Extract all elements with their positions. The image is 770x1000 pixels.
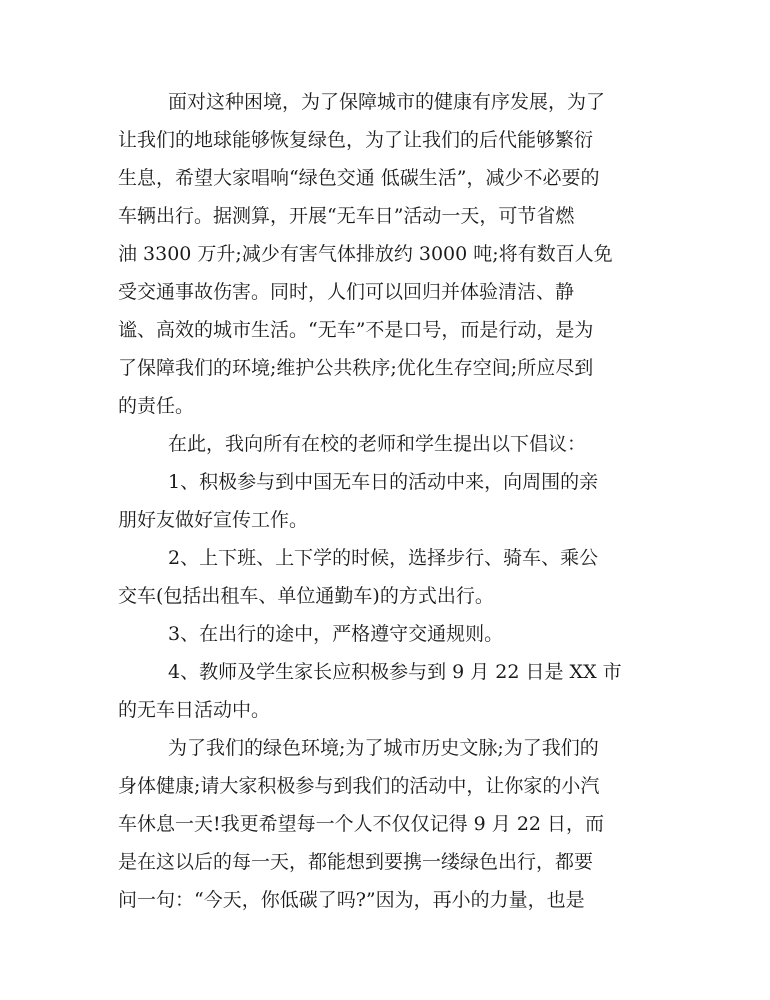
text-line-14: 交车(包括出租车、单位通勤车)的方式出行。 bbox=[118, 585, 494, 607]
text-line-1: 面对这种困境，为了保障城市的健康有序发展，为了 bbox=[168, 91, 606, 113]
text-line-8: 了保障我们的环境;维护公共秩序;优化生存空间;所应尽到 bbox=[118, 357, 594, 379]
text-line-7: 谧、高效的城市生活。“无车”不是口号，而是行动，是为 bbox=[118, 319, 594, 341]
text-line-17: 的无车日活动中。 bbox=[118, 699, 271, 721]
text-line-11: 1、积极参与到中国无车日的活动中来，向周围的亲 bbox=[168, 471, 599, 493]
text-line-2: 让我们的地球能够恢复绿色，为了让我们的后代能够繁衍 bbox=[118, 129, 594, 151]
text-line-5: 油 3300 万升;减少有害气体排放约 3000 吨;将有数百人免 bbox=[118, 243, 613, 265]
text-line-16: 4、教师及学生家长应积极参与到 9 月 22 日是 XX 市 bbox=[168, 661, 622, 683]
text-line-3: 生息，希望大家唱响“绿色交通 低碳生活”，减少不必要的 bbox=[118, 167, 600, 189]
text-line-4: 车辆出行。据测算，开展“无车日”活动一天，可节省燃 bbox=[118, 205, 575, 227]
text-line-12: 朋好友做好宣传工作。 bbox=[118, 509, 309, 531]
text-line-9: 的责任。 bbox=[118, 395, 195, 417]
text-line-18: 为了我们的绿色环境;为了城市历史文脉;为了我们的 bbox=[168, 737, 599, 759]
text-line-20: 车休息一天!我更希望每一个人不仅仅记得 9 月 22 日，而 bbox=[118, 813, 605, 835]
text-line-22: 问一句：“今天，你低碳了吗?”因为，再小的力量，也是 bbox=[118, 889, 585, 911]
text-line-19: 身体健康;请大家积极参与到我们的活动中，让你家的小汽 bbox=[118, 775, 600, 797]
text-line-13: 2、上下班、上下学的时候，选择步行、骑车、乘公 bbox=[168, 547, 599, 569]
text-line-10: 在此，我向所有在校的老师和学生提出以下倡议： bbox=[168, 433, 587, 455]
text-line-6: 受交通事故伤害。同时，人们可以回归并体验清洁、静 bbox=[118, 281, 575, 303]
text-line-15: 3、在出行的途中，严格遵守交通规则。 bbox=[168, 623, 504, 645]
text-line-21: 是在这以后的每一天，都能想到要携一缕绿色出行，都要 bbox=[118, 851, 594, 873]
